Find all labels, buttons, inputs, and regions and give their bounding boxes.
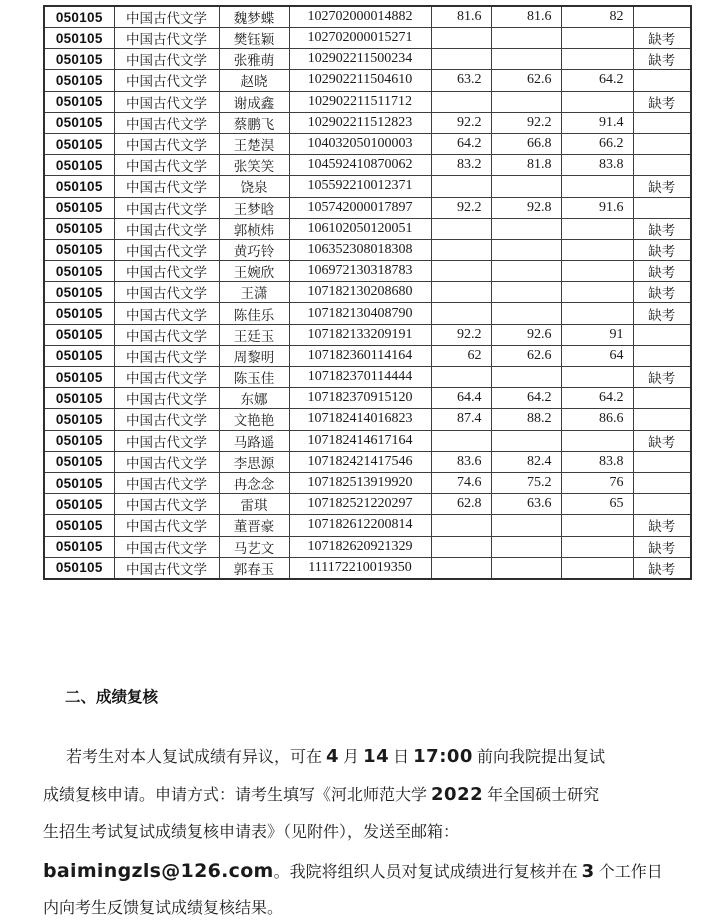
score3-cell <box>561 282 633 303</box>
status-cell: 缺考 <box>633 91 691 112</box>
candidate-name-cell: 樊钰颖 <box>219 28 289 49</box>
score1-cell: 83.6 <box>431 451 491 472</box>
score1-cell <box>431 536 491 557</box>
status-cell: 缺考 <box>633 536 691 557</box>
candidate-name-cell: 赵晓 <box>219 70 289 91</box>
paragraph-line <box>43 776 693 814</box>
score3-cell <box>561 218 633 239</box>
score1-cell <box>431 261 491 282</box>
candidate-id-cell: 107182521220297 <box>289 494 431 515</box>
score2-cell: 92.6 <box>491 324 561 345</box>
table-row <box>44 197 691 218</box>
candidate-id-cell: 102902211511712 <box>289 91 431 112</box>
score3-cell <box>561 303 633 324</box>
table-row <box>44 324 691 345</box>
candidate-id-cell: 106102050120051 <box>289 218 431 239</box>
handwritten-number: 4 <box>326 746 340 767</box>
major-name-cell: 中国古代文学 <box>114 536 219 557</box>
score3-cell <box>561 261 633 282</box>
status-cell: 缺考 <box>633 176 691 197</box>
score3-cell: 76 <box>561 472 633 493</box>
candidate-id-cell: 102702000015271 <box>289 28 431 49</box>
score1-cell: 74.6 <box>431 472 491 493</box>
score1-cell: 87.4 <box>431 409 491 430</box>
candidate-name-cell: 文艳艳 <box>219 409 289 430</box>
candidate-name-cell: 郭桢炜 <box>219 218 289 239</box>
body-text: 年全国硕士研究 <box>483 787 600 804</box>
score1-cell: 92.2 <box>431 324 491 345</box>
candidate-name-cell: 饶泉 <box>219 176 289 197</box>
results-table <box>43 5 692 580</box>
major-code-cell: 050105 <box>44 218 114 239</box>
candidate-id-cell: 107182130408790 <box>289 303 431 324</box>
score3-cell: 91 <box>561 324 633 345</box>
candidate-id-cell: 107182130208680 <box>289 282 431 303</box>
table-row <box>44 28 691 49</box>
major-code-cell: 050105 <box>44 345 114 366</box>
score3-cell: 66.2 <box>561 133 633 154</box>
major-code-cell: 050105 <box>44 91 114 112</box>
status-cell: 缺考 <box>633 430 691 451</box>
table-row <box>44 49 691 70</box>
major-name-cell: 中国古代文学 <box>114 557 219 579</box>
paragraph-line <box>43 738 693 776</box>
candidate-name-cell: 冉念念 <box>219 472 289 493</box>
major-code-cell: 050105 <box>44 388 114 409</box>
score2-cell <box>491 557 561 579</box>
score3-cell: 64.2 <box>561 388 633 409</box>
status-cell <box>633 409 691 430</box>
candidate-id-cell: 107182513919920 <box>289 472 431 493</box>
major-name-cell: 中国古代文学 <box>114 451 219 472</box>
table-row <box>44 557 691 579</box>
candidate-id-cell: 102702000014882 <box>289 6 431 28</box>
score1-cell <box>431 282 491 303</box>
score2-cell <box>491 218 561 239</box>
score3-cell <box>561 430 633 451</box>
score1-cell: 62.8 <box>431 494 491 515</box>
major-code-cell: 050105 <box>44 282 114 303</box>
score3-cell <box>561 536 633 557</box>
score1-cell: 81.6 <box>431 6 491 28</box>
table-row <box>44 451 691 472</box>
score1-cell <box>431 239 491 260</box>
candidate-id-cell: 105742000017897 <box>289 197 431 218</box>
status-cell <box>633 472 691 493</box>
score2-cell: 88.2 <box>491 409 561 430</box>
table-row <box>44 409 691 430</box>
score2-cell <box>491 28 561 49</box>
section-heading: 二、成绩复核 <box>65 689 159 706</box>
score2-cell: 82.4 <box>491 451 561 472</box>
score2-cell <box>491 176 561 197</box>
score1-cell: 64.4 <box>431 388 491 409</box>
major-name-cell: 中国古代文学 <box>114 112 219 133</box>
table-row <box>44 261 691 282</box>
score1-cell: 92.2 <box>431 197 491 218</box>
major-name-cell: 中国古代文学 <box>114 176 219 197</box>
score1-cell <box>431 176 491 197</box>
candidate-id-cell: 106972130318783 <box>289 261 431 282</box>
score1-cell <box>431 430 491 451</box>
score1-cell <box>431 28 491 49</box>
candidate-id-cell: 102902211504610 <box>289 70 431 91</box>
score3-cell: 83.8 <box>561 451 633 472</box>
major-name-cell: 中国古代文学 <box>114 388 219 409</box>
major-name-cell: 中国古代文学 <box>114 28 219 49</box>
score2-cell: 64.2 <box>491 388 561 409</box>
candidate-name-cell: 张雅萌 <box>219 49 289 70</box>
major-name-cell: 中国古代文学 <box>114 367 219 388</box>
major-code-cell: 050105 <box>44 472 114 493</box>
score3-cell <box>561 557 633 579</box>
table-row <box>44 345 691 366</box>
candidate-id-cell: 107182612200814 <box>289 515 431 536</box>
score2-cell <box>491 261 561 282</box>
candidate-name-cell: 王梦晗 <box>219 197 289 218</box>
major-code-cell: 050105 <box>44 515 114 536</box>
major-code-cell: 050105 <box>44 409 114 430</box>
candidate-id-cell: 102902211512823 <box>289 112 431 133</box>
major-name-cell: 中国古代文学 <box>114 345 219 366</box>
score1-cell: 64.2 <box>431 133 491 154</box>
major-name-cell: 中国古代文学 <box>114 282 219 303</box>
major-code-cell: 050105 <box>44 367 114 388</box>
score1-cell: 83.2 <box>431 155 491 176</box>
score1-cell <box>431 515 491 536</box>
major-code-cell: 050105 <box>44 112 114 133</box>
candidate-name-cell: 马艺文 <box>219 536 289 557</box>
major-name-cell: 中国古代文学 <box>114 218 219 239</box>
table-row <box>44 70 691 91</box>
score1-cell <box>431 218 491 239</box>
score3-cell <box>561 515 633 536</box>
major-name-cell: 中国古代文学 <box>114 409 219 430</box>
score1-cell: 62 <box>431 345 491 366</box>
table-row <box>44 176 691 197</box>
score3-cell: 91.6 <box>561 197 633 218</box>
candidate-id-cell: 107182370114444 <box>289 367 431 388</box>
handwritten-number: 17:00 <box>413 746 473 767</box>
major-name-cell: 中国古代文学 <box>114 303 219 324</box>
candidate-name-cell: 谢成鑫 <box>219 91 289 112</box>
candidate-name-cell: 陈佳乐 <box>219 303 289 324</box>
body-text: 若考生对本人复试成绩有异议，可在 <box>66 749 327 766</box>
score3-cell: 65 <box>561 494 633 515</box>
score1-cell <box>431 49 491 70</box>
status-cell <box>633 345 691 366</box>
candidate-name-cell: 王潇 <box>219 282 289 303</box>
score3-cell <box>561 49 633 70</box>
score3-cell <box>561 367 633 388</box>
major-code-cell: 050105 <box>44 557 114 579</box>
candidate-name-cell: 王廷玉 <box>219 324 289 345</box>
paragraph-line <box>43 852 693 890</box>
score2-cell <box>491 367 561 388</box>
paragraph-line <box>43 890 693 922</box>
score2-cell: 92.8 <box>491 197 561 218</box>
candidate-name-cell: 蔡鹏飞 <box>219 112 289 133</box>
score2-cell <box>491 430 561 451</box>
major-code-cell: 050105 <box>44 28 114 49</box>
candidate-id-cell: 107182414016823 <box>289 409 431 430</box>
score2-cell: 81.6 <box>491 6 561 28</box>
major-name-cell: 中国古代文学 <box>114 49 219 70</box>
body-text: 日 <box>389 749 414 766</box>
status-cell: 缺考 <box>633 218 691 239</box>
score3-cell <box>561 28 633 49</box>
score1-cell: 92.2 <box>431 112 491 133</box>
score1-cell <box>431 367 491 388</box>
status-cell: 缺考 <box>633 261 691 282</box>
status-cell <box>633 133 691 154</box>
score-review-section <box>43 688 693 922</box>
email-text: baimingzls@126.com <box>43 860 274 882</box>
table-row <box>44 515 691 536</box>
status-cell: 缺考 <box>633 367 691 388</box>
score2-cell: 75.2 <box>491 472 561 493</box>
major-code-cell: 050105 <box>44 70 114 91</box>
score2-cell: 92.2 <box>491 112 561 133</box>
handwritten-number: 3 <box>581 861 595 882</box>
major-code-cell: 050105 <box>44 261 114 282</box>
major-code-cell: 050105 <box>44 303 114 324</box>
score3-cell: 86.6 <box>561 409 633 430</box>
status-cell <box>633 197 691 218</box>
score3-cell: 91.4 <box>561 112 633 133</box>
status-cell: 缺考 <box>633 49 691 70</box>
status-cell: 缺考 <box>633 282 691 303</box>
score2-cell: 66.8 <box>491 133 561 154</box>
status-cell <box>633 324 691 345</box>
major-code-cell: 050105 <box>44 6 114 28</box>
table-row <box>44 536 691 557</box>
score2-cell <box>491 91 561 112</box>
major-code-cell: 050105 <box>44 176 114 197</box>
major-name-cell: 中国古代文学 <box>114 155 219 176</box>
body-text: 月 <box>339 749 364 766</box>
candidate-name-cell: 李思源 <box>219 451 289 472</box>
candidate-name-cell: 东娜 <box>219 388 289 409</box>
score2-cell: 62.6 <box>491 70 561 91</box>
body-text: 前向我院提出复试 <box>472 749 605 766</box>
major-code-cell: 050105 <box>44 536 114 557</box>
candidate-id-cell: 107182133209191 <box>289 324 431 345</box>
candidate-id-cell: 107182421417546 <box>289 451 431 472</box>
candidate-id-cell: 107182620921329 <box>289 536 431 557</box>
table-row <box>44 367 691 388</box>
major-name-cell: 中国古代文学 <box>114 472 219 493</box>
score2-cell: 63.6 <box>491 494 561 515</box>
major-name-cell: 中国古代文学 <box>114 515 219 536</box>
major-name-cell: 中国古代文学 <box>114 70 219 91</box>
table-row <box>44 155 691 176</box>
status-cell: 缺考 <box>633 557 691 579</box>
candidate-id-cell: 104032050100003 <box>289 133 431 154</box>
table-row <box>44 91 691 112</box>
candidate-name-cell: 陈玉佳 <box>219 367 289 388</box>
candidate-id-cell: 107182370915120 <box>289 388 431 409</box>
candidate-name-cell: 雷琪 <box>219 494 289 515</box>
status-cell <box>633 388 691 409</box>
major-name-cell: 中国古代文学 <box>114 197 219 218</box>
major-code-cell: 050105 <box>44 133 114 154</box>
major-name-cell: 中国古代文学 <box>114 6 219 28</box>
results-table-body <box>44 6 691 579</box>
table-row <box>44 239 691 260</box>
table-row <box>44 218 691 239</box>
status-cell <box>633 6 691 28</box>
body-text: 个工作日 <box>594 864 663 881</box>
table-row <box>44 133 691 154</box>
score3-cell: 82 <box>561 6 633 28</box>
table-row <box>44 494 691 515</box>
candidate-id-cell: 111172210019350 <box>289 557 431 579</box>
review-paragraph <box>43 738 693 922</box>
candidate-id-cell: 106352308018308 <box>289 239 431 260</box>
major-name-cell: 中国古代文学 <box>114 494 219 515</box>
major-name-cell: 中国古代文学 <box>114 239 219 260</box>
major-code-cell: 050105 <box>44 494 114 515</box>
table-row <box>44 303 691 324</box>
score3-cell <box>561 91 633 112</box>
status-cell: 缺考 <box>633 239 691 260</box>
table-row <box>44 472 691 493</box>
major-name-cell: 中国古代文学 <box>114 430 219 451</box>
score3-cell <box>561 239 633 260</box>
candidate-name-cell: 董晋豪 <box>219 515 289 536</box>
status-cell <box>633 155 691 176</box>
score2-cell: 81.8 <box>491 155 561 176</box>
candidate-name-cell: 魏梦蝶 <box>219 6 289 28</box>
handwritten-number: 14 <box>363 746 390 767</box>
candidate-id-cell: 107182360114164 <box>289 345 431 366</box>
candidate-id-cell: 104592410870062 <box>289 155 431 176</box>
candidate-name-cell: 王楚淏 <box>219 133 289 154</box>
handwritten-number: 2022 <box>431 784 484 805</box>
major-name-cell: 中国古代文学 <box>114 91 219 112</box>
body-text: 生招生考试复试成绩复核申请表》（见附件），发送至邮箱： <box>43 824 460 841</box>
score1-cell <box>431 303 491 324</box>
table-row <box>44 112 691 133</box>
major-name-cell: 中国古代文学 <box>114 261 219 282</box>
status-cell: 缺考 <box>633 28 691 49</box>
score3-cell: 64.2 <box>561 70 633 91</box>
score2-cell <box>491 49 561 70</box>
candidate-id-cell: 105592210012371 <box>289 176 431 197</box>
score1-cell <box>431 557 491 579</box>
body-text: 。我院将组织人员对复试成绩进行复核并在 <box>273 864 582 881</box>
table-row <box>44 388 691 409</box>
score1-cell: 63.2 <box>431 70 491 91</box>
status-cell <box>633 451 691 472</box>
candidate-name-cell: 王婉欣 <box>219 261 289 282</box>
table-row <box>44 282 691 303</box>
score2-cell <box>491 303 561 324</box>
paragraph-line <box>43 814 693 852</box>
status-cell <box>633 70 691 91</box>
candidate-name-cell: 郭春玉 <box>219 557 289 579</box>
major-code-cell: 050105 <box>44 239 114 260</box>
table-row <box>44 6 691 28</box>
status-cell <box>633 494 691 515</box>
status-cell: 缺考 <box>633 515 691 536</box>
status-cell <box>633 112 691 133</box>
major-code-cell: 050105 <box>44 49 114 70</box>
major-code-cell: 050105 <box>44 451 114 472</box>
score2-cell <box>491 536 561 557</box>
candidate-name-cell: 马路遥 <box>219 430 289 451</box>
score3-cell: 83.8 <box>561 155 633 176</box>
score2-cell: 62.6 <box>491 345 561 366</box>
candidate-id-cell: 102902211500234 <box>289 49 431 70</box>
score3-cell <box>561 176 633 197</box>
major-code-cell: 050105 <box>44 430 114 451</box>
candidate-id-cell: 107182414617164 <box>289 430 431 451</box>
major-code-cell: 050105 <box>44 155 114 176</box>
body-text: 成绩复核申请。申请方式：请考生填写《河北师范大学 <box>43 787 432 804</box>
candidate-name-cell: 张笑笑 <box>219 155 289 176</box>
score1-cell <box>431 91 491 112</box>
candidate-name-cell: 黄巧铃 <box>219 239 289 260</box>
score2-cell <box>491 282 561 303</box>
status-cell: 缺考 <box>633 303 691 324</box>
major-code-cell: 050105 <box>44 197 114 218</box>
score2-cell <box>491 515 561 536</box>
major-name-cell: 中国古代文学 <box>114 324 219 345</box>
body-text: 内向考生反馈复试成绩复核结果。 <box>43 900 284 917</box>
score2-cell <box>491 239 561 260</box>
score3-cell: 64 <box>561 345 633 366</box>
major-name-cell: 中国古代文学 <box>114 133 219 154</box>
table-row <box>44 430 691 451</box>
major-code-cell: 050105 <box>44 324 114 345</box>
candidate-name-cell: 周黎明 <box>219 345 289 366</box>
